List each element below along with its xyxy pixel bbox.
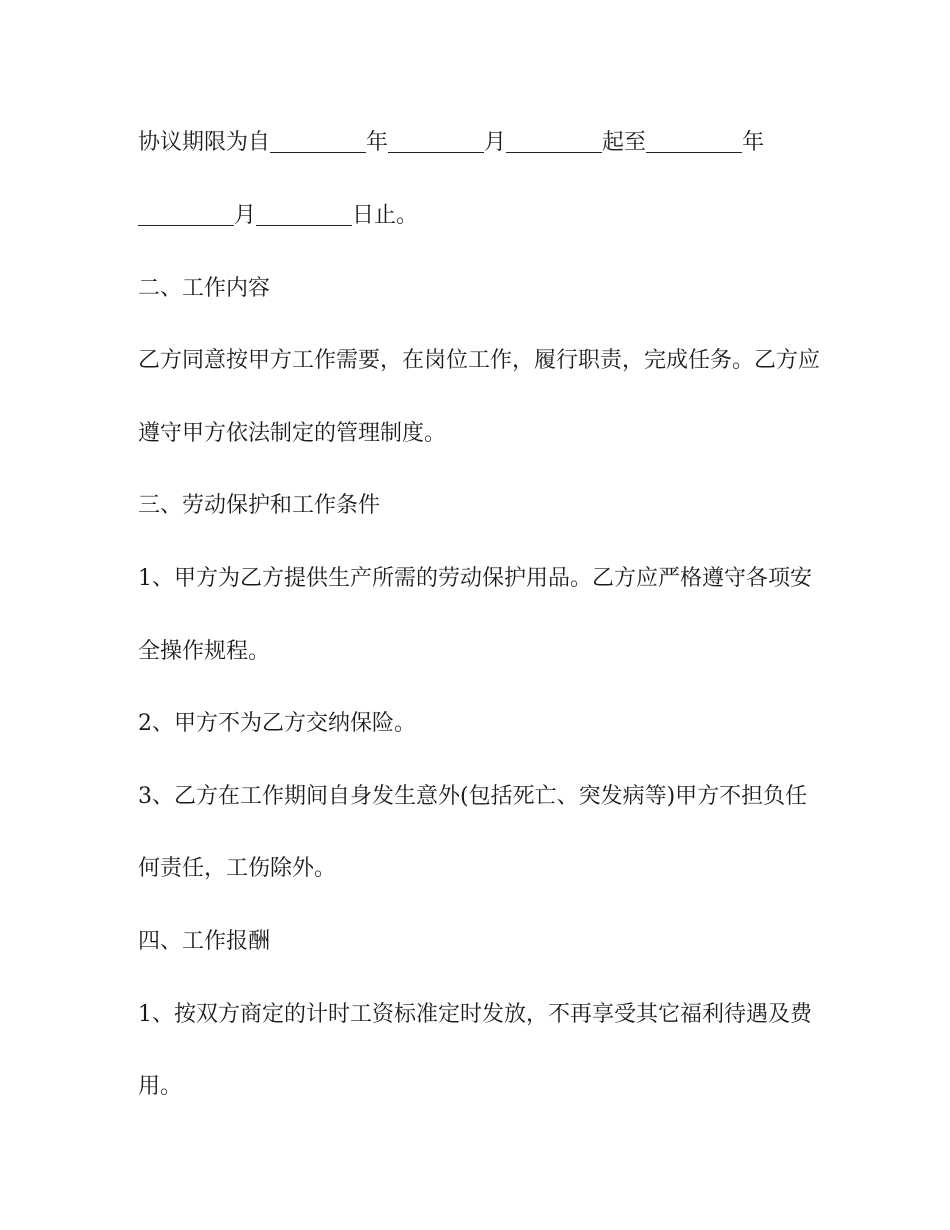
term-month-1: 月 — [484, 130, 507, 155]
section-2-body-line-1: 乙方同意按甲方工作需要，在岗位工作，履行职责，完成任务。乙方应 — [138, 348, 821, 373]
term-month-2: 月 — [234, 203, 257, 228]
section-2-body-line-2: 遵守甲方依法制定的管理制度。 — [138, 421, 447, 446]
section-3-item-2: 2、甲方不为乙方交纳保险。 — [138, 711, 416, 736]
term-year-2: 年 — [742, 130, 765, 155]
start-day-blank — [506, 130, 602, 153]
start-month-blank — [388, 130, 484, 153]
section-3-item-1-line-2: 全操作规程。 — [138, 639, 271, 664]
section-4-item-1-line-2: 用。 — [138, 1074, 183, 1099]
term-to: 起至 — [602, 130, 647, 155]
section-3-item-1-line-1: 1、甲方为乙方提供生产所需的劳动保护用品。乙方应严格遵守各项安 — [138, 566, 812, 591]
section-4-heading: 四、工作报酬 — [138, 929, 271, 954]
start-year-blank — [270, 130, 366, 153]
section-3-heading: 三、劳动保护和工作条件 — [138, 493, 381, 518]
term-prefix: 协议期限为自 — [138, 130, 271, 155]
term-year-1: 年 — [366, 130, 389, 155]
end-year-blank — [646, 130, 742, 153]
term-line-1 — [138, 128, 764, 158]
end-day-blank — [256, 203, 352, 226]
end-month-blank — [138, 203, 234, 226]
section-2-heading: 二、工作内容 — [138, 276, 271, 301]
term-line-2 — [138, 201, 418, 231]
section-3-item-3-line-1: 3、乙方在工作期间自身发生意外(包括死亡、突发病等)甲方不担负任 — [138, 784, 808, 809]
section-4-item-1-line-1: 1、按双方商定的计时工资标准定时发放，不再享受其它福利待遇及费 — [138, 1002, 812, 1027]
term-end: 日止。 — [352, 203, 419, 228]
section-3-item-3-line-2: 何责任，工伤除外。 — [138, 856, 337, 881]
